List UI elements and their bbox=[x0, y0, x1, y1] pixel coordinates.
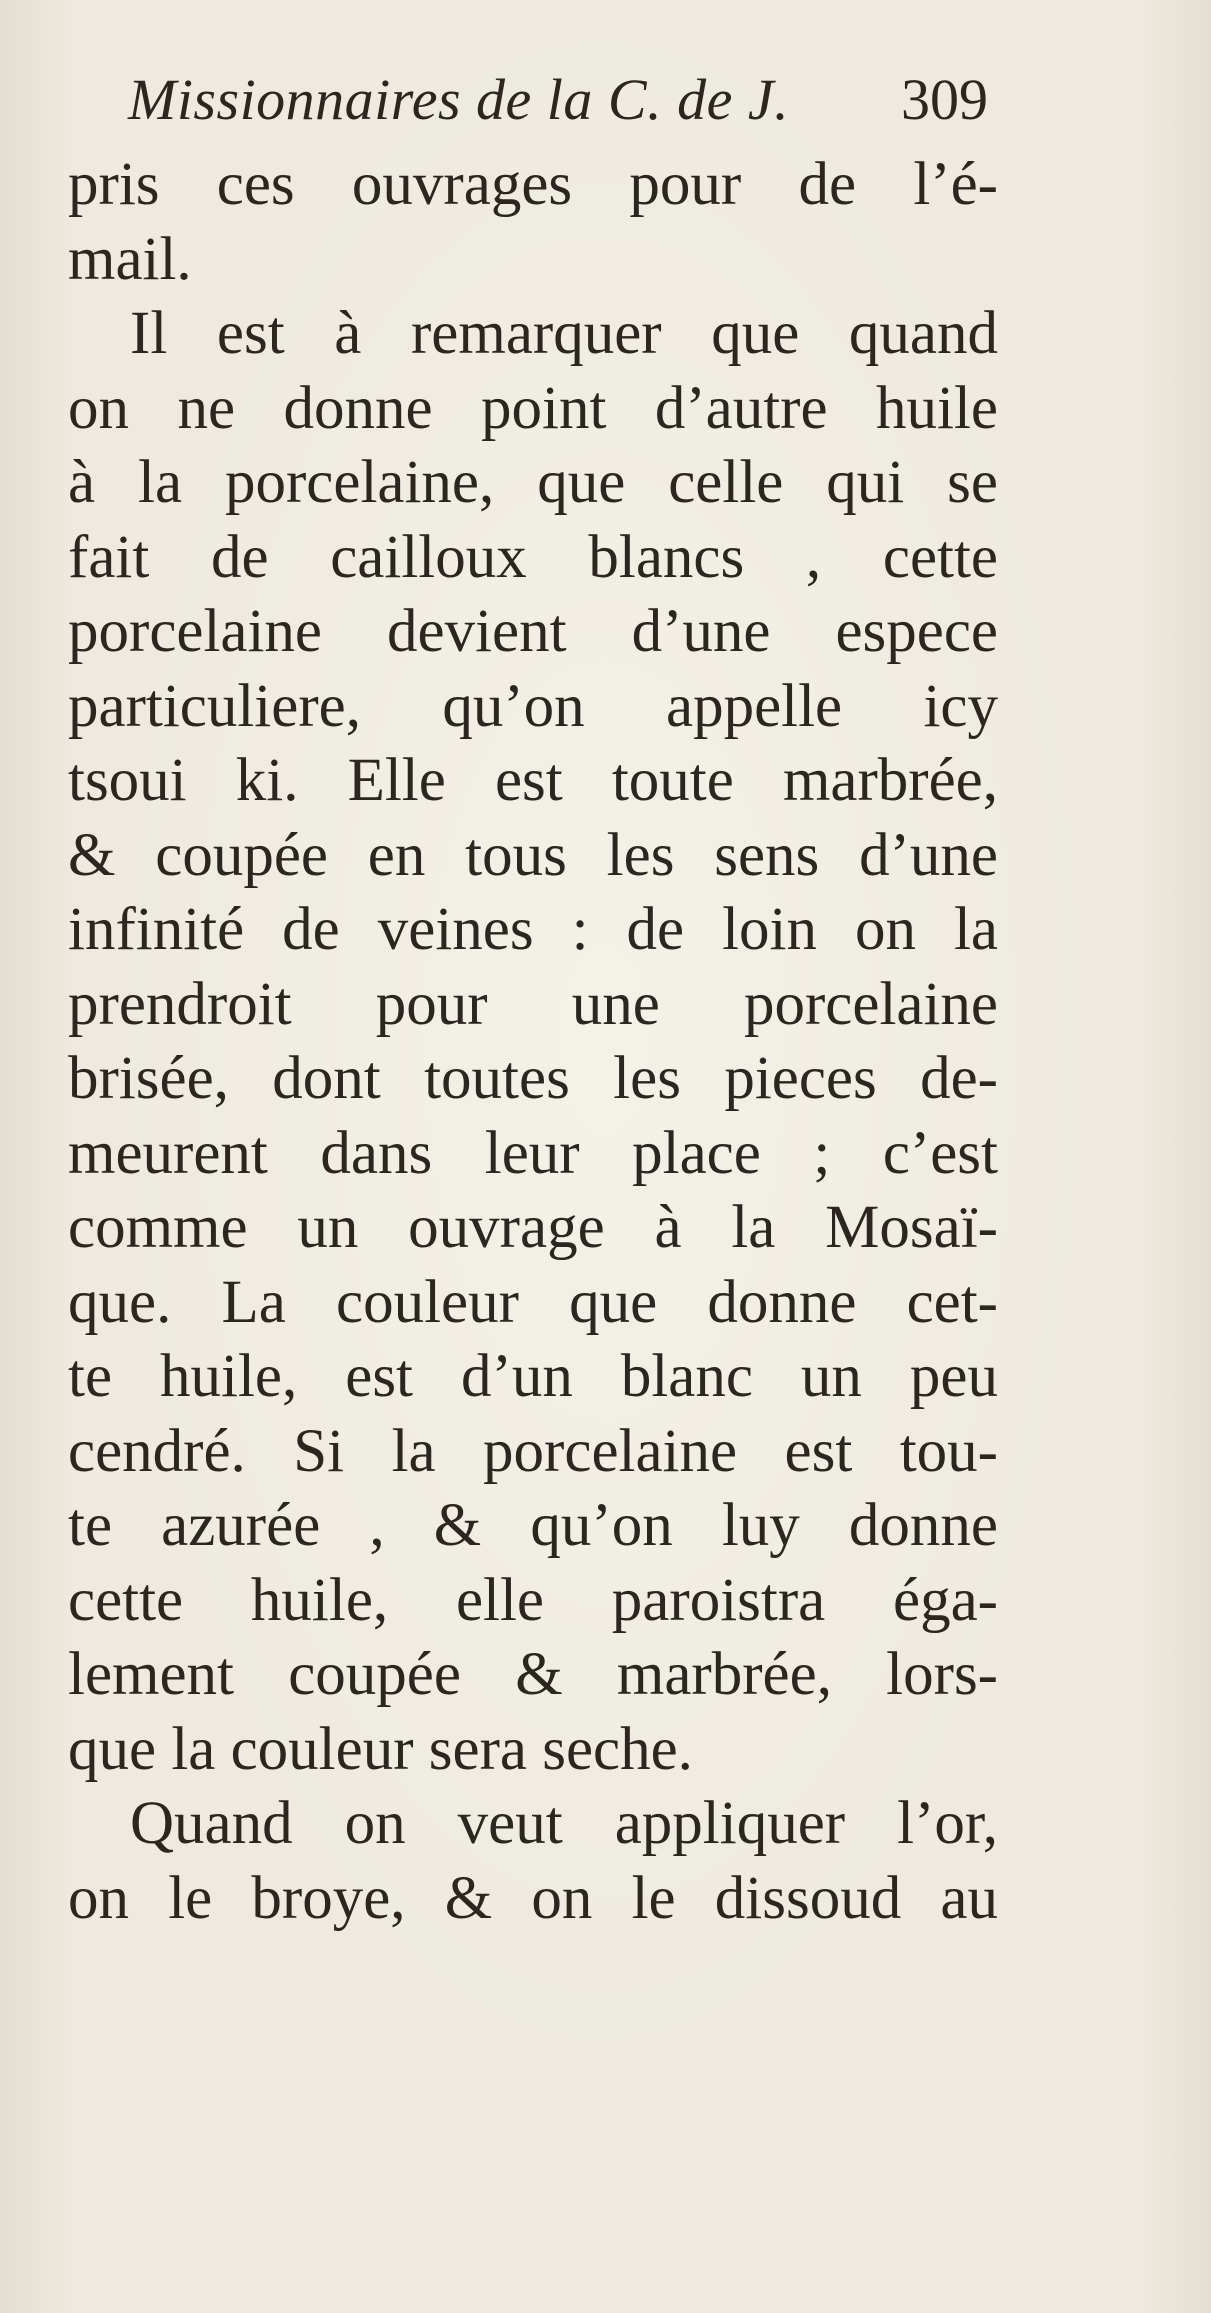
text-line: on ne donne point d’autre huile bbox=[68, 374, 998, 442]
page-number: 309 bbox=[901, 67, 988, 132]
body-text bbox=[68, 148, 998, 1936]
text-line: pris ces ouvrages pour de l’é- bbox=[68, 151, 998, 218]
text-line: Il est à remarquer que quand bbox=[130, 300, 998, 367]
text-line: brisée, dont toutes les pieces de- bbox=[68, 1045, 998, 1112]
text-line: meurent dans leur place ; c’est bbox=[68, 1119, 998, 1187]
text-line: mail. bbox=[68, 225, 192, 293]
running-head: Missionnaires de la C. de J. bbox=[128, 67, 790, 132]
text-line: Quand on veut appliquer l’or, bbox=[130, 1790, 998, 1857]
text-line: infinité de veines : de loin on la bbox=[68, 896, 998, 963]
text-line: prendroit pour une porcelaine bbox=[68, 970, 998, 1038]
text-line: que. La couleur que donne cet- bbox=[68, 1268, 998, 1336]
text-line: cette huile, elle paroistra éga- bbox=[68, 1566, 998, 1634]
text-line: te azurée , & qu’on luy donne bbox=[68, 1492, 998, 1559]
text-line: fait de cailloux blancs , cette bbox=[68, 523, 998, 591]
text-line: que la couleur sera seche. bbox=[68, 1715, 693, 1783]
text-line: lement coupée & marbrée, lors- bbox=[68, 1641, 998, 1708]
text-line: & coupée en tous les sens d’une bbox=[68, 821, 998, 889]
text-line: comme un ouvrage à la Mosaï- bbox=[68, 1194, 998, 1261]
text-line: porcelaine devient d’une espece bbox=[68, 598, 998, 665]
text-line: particuliere, qu’on appelle icy bbox=[68, 672, 998, 740]
text-line: te huile, est d’un blanc un peu bbox=[68, 1343, 998, 1410]
page-header bbox=[128, 60, 988, 140]
text-line: cendré. Si la porcelaine est tou- bbox=[68, 1417, 998, 1485]
text-line: à la porcelaine, que celle qui se bbox=[68, 449, 998, 516]
text-line: on le broye, & on le dissoud au bbox=[68, 1864, 998, 1932]
text-line: tsoui ki. Elle est toute marbrée, bbox=[68, 747, 998, 814]
